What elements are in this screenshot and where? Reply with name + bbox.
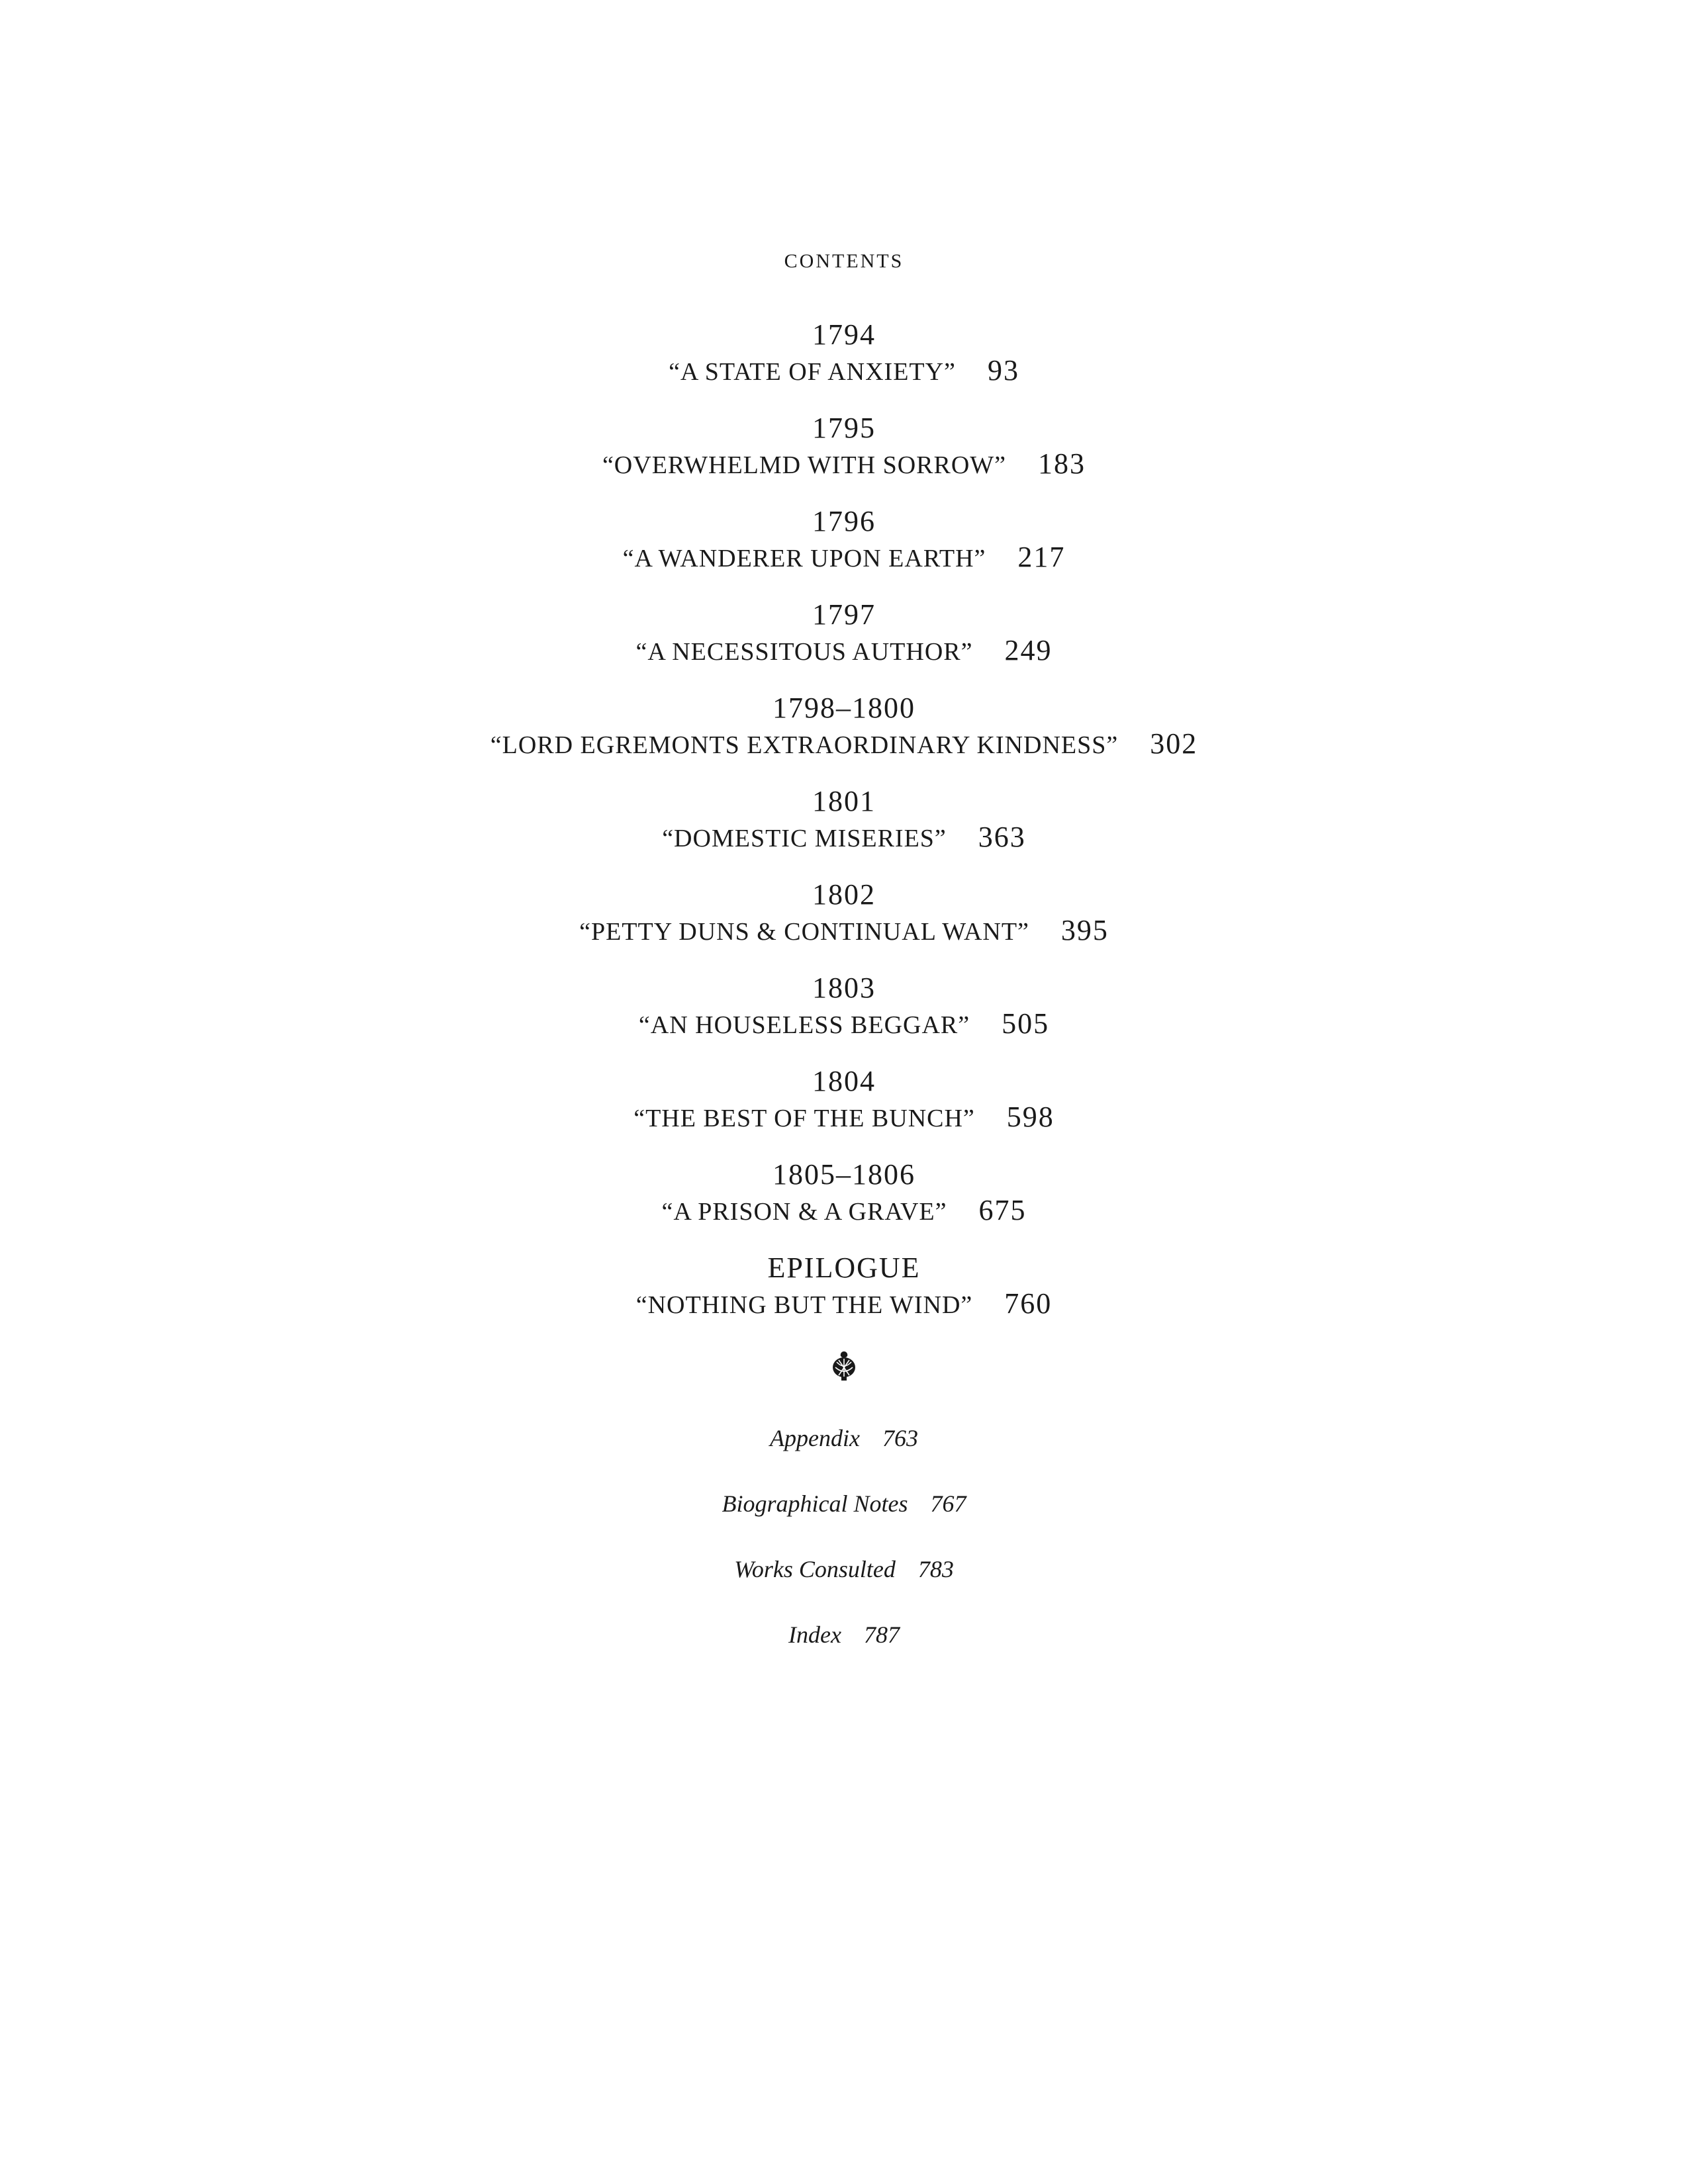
toc-line — [0, 1287, 1688, 1322]
toc-title: “A NECESSITOUS AUTHOR” — [635, 638, 973, 666]
toc-entry — [0, 690, 1688, 783]
back-matter-title: Works Consulted — [734, 1556, 896, 1582]
toc-entry — [0, 410, 1688, 503]
toc-year: 1794 — [812, 318, 876, 351]
toc-line — [0, 353, 1688, 389]
toc-title: “PETTY DUNS & CONTINUAL WANT” — [579, 918, 1029, 946]
toc-line — [0, 1007, 1688, 1042]
toc-page-number: 93 — [987, 354, 1019, 387]
toc-page-number: 598 — [1006, 1101, 1055, 1133]
back-matter-item — [0, 1422, 1688, 1487]
toc-page-number: 217 — [1017, 541, 1066, 573]
toc-line — [0, 820, 1688, 856]
toc-year: 1805–1806 — [773, 1158, 915, 1191]
table-of-contents — [0, 316, 1688, 1343]
toc-title: “OVERWHELMD WITH SORROW” — [602, 451, 1007, 479]
toc-line — [0, 447, 1688, 482]
back-matter-item — [0, 1487, 1688, 1553]
back-matter-item — [0, 1553, 1688, 1618]
toc-page-number: 395 — [1060, 914, 1109, 946]
toc-entry — [0, 876, 1688, 970]
toc-line — [0, 633, 1688, 669]
toc-title: “THE BEST OF THE BUNCH” — [633, 1105, 975, 1132]
toc-title: “A PRISON & A GRAVE” — [661, 1198, 947, 1226]
toc-page-number: 302 — [1150, 727, 1198, 760]
toc-entry — [0, 596, 1688, 690]
toc-page-number: 363 — [978, 821, 1026, 853]
back-matter-page-number: 787 — [863, 1621, 900, 1648]
toc-title: “DOMESTIC MISERIES” — [662, 825, 947, 852]
toc-page-number: 183 — [1038, 447, 1086, 480]
toc-page-number: 760 — [1004, 1287, 1053, 1320]
toc-entry — [0, 1063, 1688, 1156]
toc-title: “LORD EGREMONTS EXTRAORDINARY KINDNESS” — [490, 731, 1119, 759]
toc-year: 1795 — [812, 412, 876, 444]
toc-year: 1798–1800 — [773, 692, 915, 724]
toc-title: “A WANDERER UPON EARTH” — [622, 545, 986, 572]
toc-year: 1802 — [812, 878, 876, 911]
toc-entry — [0, 1250, 1688, 1343]
back-matter-title: Biographical Notes — [722, 1490, 908, 1517]
back-matter-page-number: 767 — [930, 1490, 966, 1517]
toc-line — [0, 1193, 1688, 1229]
back-matter-page-number: 783 — [917, 1556, 954, 1582]
toc-entry — [0, 316, 1688, 410]
toc-year: EPILOGUE — [767, 1251, 921, 1284]
toc-title: “A STATE OF ANXIETY” — [669, 358, 956, 386]
toc-page-number: 505 — [1002, 1007, 1050, 1040]
toc-entry — [0, 1156, 1688, 1250]
toc-page-number: 675 — [978, 1194, 1027, 1226]
toc-entry — [0, 503, 1688, 596]
toc-entry — [0, 783, 1688, 876]
toc-title: “AN HOUSELESS BEGGAR” — [638, 1011, 970, 1039]
toc-year: 1804 — [812, 1065, 876, 1097]
back-matter-page-number: 763 — [882, 1425, 918, 1451]
toc-line — [0, 727, 1688, 762]
toc-line — [0, 540, 1688, 576]
back-matter-item — [0, 1618, 1688, 1684]
back-matter — [0, 1422, 1688, 1684]
back-matter-title: Index — [788, 1621, 841, 1648]
toc-year: 1797 — [812, 598, 876, 631]
toc-year: 1803 — [812, 972, 876, 1004]
toc-line — [0, 1100, 1688, 1136]
toc-year: 1796 — [812, 505, 876, 537]
toc-year: 1801 — [812, 785, 876, 817]
toc-title: “NOTHING BUT THE WIND” — [635, 1291, 973, 1319]
toc-line — [0, 913, 1688, 949]
thistle-ornament-icon — [827, 1349, 861, 1382]
toc-page-number: 249 — [1004, 634, 1053, 666]
back-matter-title: Appendix — [770, 1425, 860, 1451]
toc-entry — [0, 970, 1688, 1063]
running-head: CONTENTS — [784, 250, 904, 272]
